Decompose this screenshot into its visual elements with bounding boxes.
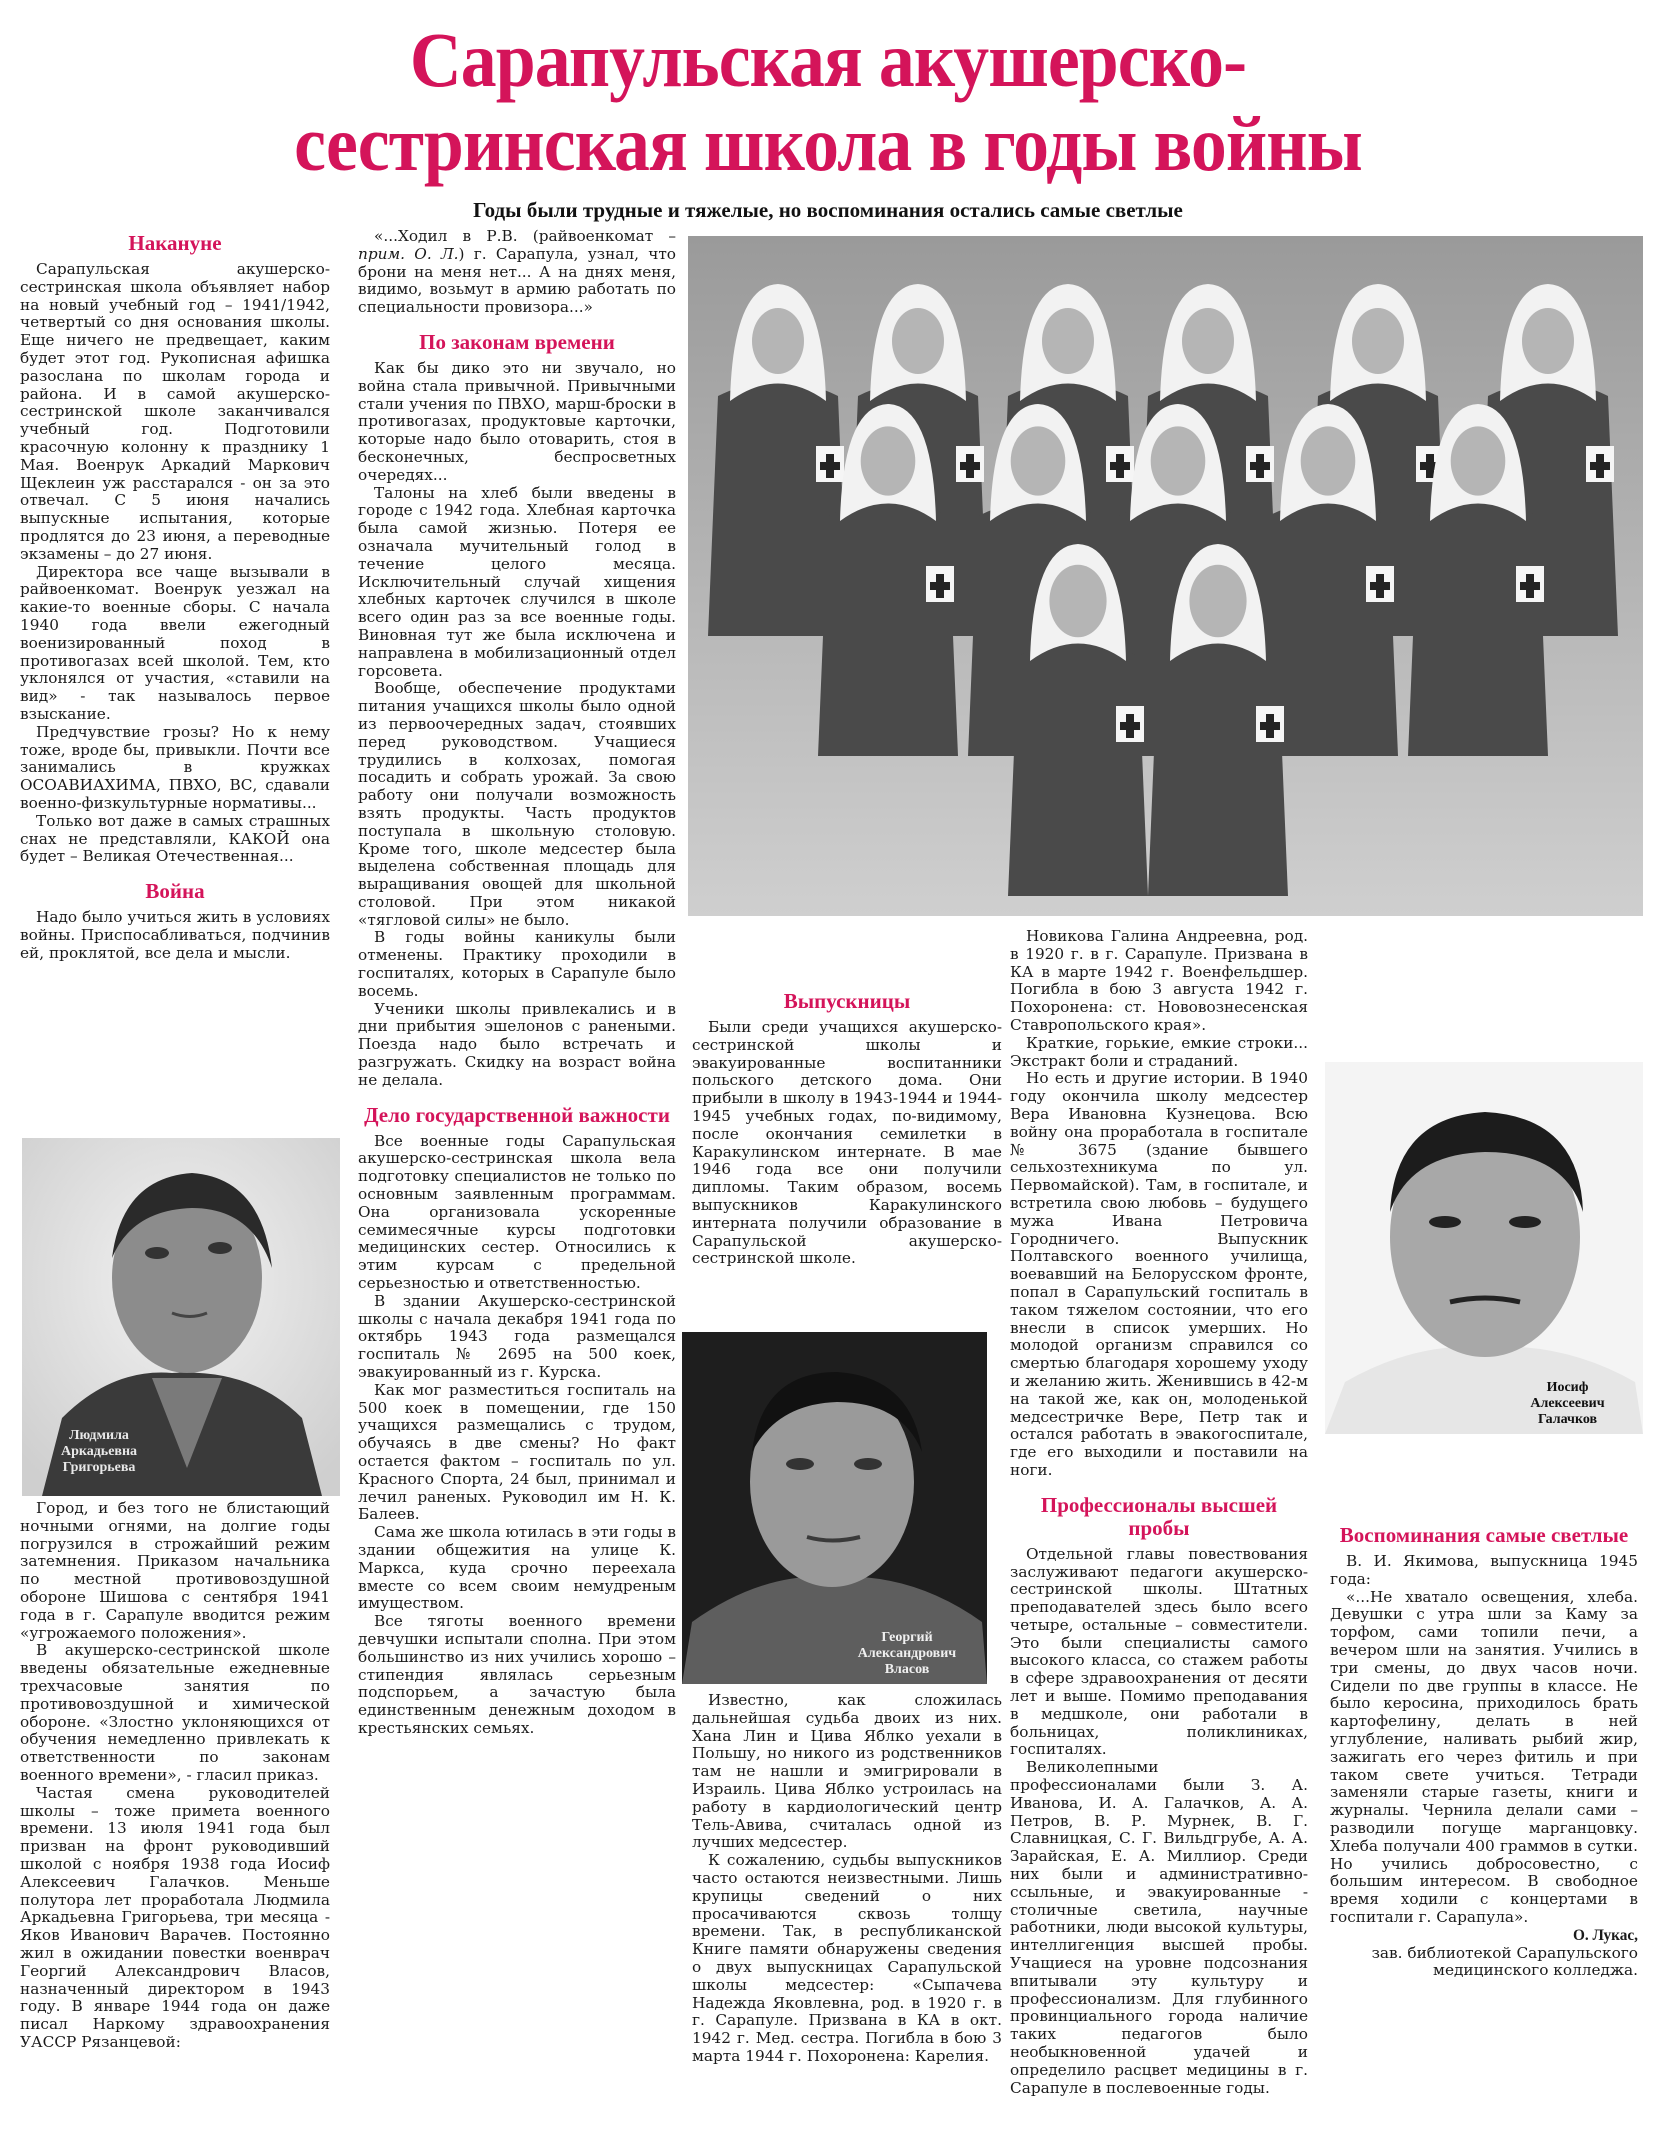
portrait-photo-galachkov — [1325, 1062, 1643, 1434]
paragraph: Ученики школы привлекались и в дни прибытия эшелонов с ранеными. Поезда надо было встречать и разгружать. Скидку на возраст война не делала. — [358, 999, 676, 1089]
paragraph: Но есть и другие истории. В 1940 году окончила школу медсестер Вера Ивановна Кузнецова. Всю войну она проработала в госпитале № 3675 (здание бывшего сельхозтехникума по ул. Первомайской). Там, в госпитале, и встретила свою любовь – будущего мужа Ивана Петровича Городничего. Выпускник Полтавского военного училища, воевавший на Белорусском фронте, попал в Сарапульский госпиталь в таком тяжелом состоянии, что его внесли в список умерших. Но молодой организм справился со смертью благодаря хорошему уходу и желанию жить. Женившись в 42-м на такой же, как он, молоденькой медсестричке Вере, Петр так и остался работать в эвакогоспитале, где его выходили и поставили на ноги. — [1010, 1069, 1308, 1479]
paragraph: Только вот даже в самых страшных снах не представляли, КАКОЙ она будет – Великая Отечественная... — [20, 811, 330, 866]
photo-caption-line: Иосиф — [1546, 1380, 1589, 1395]
paragraph: Известно, как сложилась дальнейшая судьба двоих из них. Хана Лин и Цива Яблко уехали в Польшу, но никого из родственников там не нашли и эмигрировали в Израиль. Цива Яблко устроилась на работу в кардиологический центр Тель-Авива, считалась одной из лучших медсестер. — [692, 1692, 1002, 1852]
column-4 — [1010, 928, 1308, 2123]
paragraph: Отдельной главы повествования заслуживают педагоги акушерско-сестринской школы. Штатных преподавателей здесь было всего четыре, остальные – совместители. Это были специалисты самого высокого класса, со стажем работы в сфере здравоохранения от десяти лет и выше. Помимо преподавания в медшколе, они работали в больницах, поликлиниках, госпиталях. — [1010, 1544, 1308, 1759]
paragraph: Предчувствие грозы? Но к нему тоже, вроде бы, привыкли. Почти все занимались в кружках ОСОАВИАХИМА, ПВХО, ВС, сдавали военно-физкультурные нормативы... — [20, 722, 330, 812]
group-photo-image — [688, 236, 1643, 916]
column-2 — [358, 228, 676, 2123]
group-photo-nurses — [688, 236, 1643, 916]
photo-caption-line: Людмила — [69, 1428, 129, 1443]
heading-nakanune: Накануне — [128, 231, 222, 255]
paragraph: Как мог разместиться госпиталь на 500 коек в помещении, где 150 учащихся размещались с трудом, обучаясь в две смены? Но факт остается фактом – госпиталь по ул. Красного Спорта, 24 был, принимал и лечил раненых. Руководил им Н. К. Балеев. — [358, 1380, 676, 1524]
portrait-photo-vlasov — [682, 1332, 987, 1684]
heading-po-zakonam-vremeni: По законам времени — [419, 329, 615, 354]
author-role: зав. библиотекой Сарапульского — [1371, 1943, 1638, 1962]
portrait-image — [1325, 1062, 1643, 1434]
title-line-2: сестринская школа в годы войны — [294, 100, 1362, 187]
column-5 — [1330, 1440, 1638, 2125]
heading-professionaly-vysshey-proby: Профессионалы высшей пробы — [1040, 1492, 1278, 1540]
paragraph: В здании Акушерско-сестринской школы с начала декабря 1941 года по октябрь 1943 года размещался госпиталь № 2695 на 500 коек, эвакуированный из г. Курска. — [358, 1291, 676, 1382]
column-3 — [692, 928, 1002, 1328]
heading-voina: Война — [145, 879, 205, 904]
paragraph-quote: «...Ходил в Р.В. (райвоенкомат – прим. О. Л.) г. Сарапула, узнал, что брони на меня нет... А на днях меня, видимо, возьмут в армию работать по специальности провизора...» — [358, 228, 676, 317]
heading-vypusknitsy: Выпускницы — [783, 989, 911, 1013]
paragraph: Как бы дико это ни звучало, но война стала привычной. Привычными стали учения по ПВХО, марш-броски в противогазах, продуктовые карточки, которые надо было отоварить, стоя в бесконечных, беспросветных очередях... — [358, 358, 676, 484]
paragraph: В. И. Якимова, выпускница 1945 года: — [1330, 1552, 1638, 1588]
photo-caption-line: Аркадьевна — [60, 1444, 138, 1459]
photo-caption-line: Георгий — [881, 1630, 933, 1645]
paragraph: «...Не хватало освещения, хлеба. Девушки с утра шли за Каму за торфом, сами топили печи, а вечером шли на занятия. Учились в три смены, до двух часов ночи. Сидели по две группы в классе. Не было керосина, приходилось брать картофелину, делать в ней углубление, наливать рыбий жир, зажигать его через фитиль и при таком свете учиться. Тетради заменяли старые газеты, книги и журналы. Чернила делали сами – разводили погуще марганцовку. Хлеба получали 400 граммов в сутки. Но учились добросовестно, с большим интересом. В свободное время ходили с концертами в госпитали г. Сарапула». — [1330, 1587, 1638, 1926]
photo-caption-line: Алексеевич — [1530, 1396, 1605, 1411]
column-3-bottom — [692, 1692, 1002, 2122]
heading-delo-gosudarstvennoy-vazhnosti: Дело государственной важности — [364, 1102, 670, 1127]
paragraph: К сожалению, судьбы выпускников часто остаются неизвестными. Лишь крупицы сведений о них просачиваются сквозь толщу времени. Так, в республиканской Книге памяти обнаружены сведения о двух выпускницах Сарапульской школы медсестер: «Сыпачева Надежда Яковлевна, род. в 1920 г. в г. Сарапуле. Призвана в КА в окт. 1942 г. Мед. сестра. Погибла в бою 3 марта 1944 г. Похоронена: Карелия. — [692, 1851, 1002, 2065]
paragraph: В акушерско-сестринской школе введены обязательные ежедневные трехчасовые занятия по противовоздушной и химической обороне. «Злостно уклоняющихся от обучения немедленно привлекать к ответственности по законам военного времени», - гласил приказ. — [20, 1641, 330, 1784]
paragraph: Новикова Галина Андреевна, род. в 1920 г. в г. Сарапуле. Призвана в КА в марте 1942 г. Военфельдшер. Погибла в бою 3 августа 1942 г. Похоронена: ст. Нововознесенская Ставропольского края». — [1010, 928, 1308, 1034]
paragraph: Частая смена руководителей школы – тоже примета военного времени. 13 июля 1941 года был призван на фронт руководивший школой с ноября 1938 года Иосиф Алексеевич Галачков. Меньше полутора лет проработала Людмила Аркадьевна Григорьева, три месяца - Яков Иванович Варачев. Постоянно жил в ожидании повестки военврач Георгий Александрович Власов, назначенный директором в 1943 году. В январе 1944 года он даже писал Наркому здравоохранения УАССР Рязанцевой: — [20, 1783, 330, 2051]
portrait-photo-grigorieva — [22, 1138, 340, 1496]
paragraph: В годы войны каникулы были отменены. Практику проходили в госпиталях, которых в Сарапуле было восемь. — [358, 928, 676, 1000]
paragraph: Город, и без того не блистающий ночными огнями, на долгие годы погрузился в строжайший режим затемнения. Приказом начальника по местной противовоздушной обороне Шишова с сентября 1941 года в г. Сарапуле вводится режим «угрожаемого положения». — [20, 1500, 330, 1642]
photo-caption-line: Галачков — [1537, 1412, 1598, 1427]
photo-caption-line: Власов — [884, 1662, 930, 1677]
paragraph: Были среди учащихся акушерско-сестринской школы и эвакуированные воспитанники польского детского дома. Они прибыли в школу в 1943-1944 и 1944-1945 учебных годах, по-видимому, после окончания семилетки в Каракулинском интернате. В мае 1946 года все они получили дипломы. Таким образом, восемь выпускников Каракулинского интерната получили образование в Сарапульской акушерско-сестринской школе. — [692, 1018, 1002, 1268]
paragraph: Вообще, обеспечение продуктами питания учащихся школы было одной из первоочередных задач, стоявших перед руководством. Учащиеся трудились в колхозах, помогая посадить и собрать урожай. За свою работу они получали возможность взять продукты. Часть продуктов поступала в школьную столовую. Кроме того, школе медсестер была выделена собственная площадь для выращивания овощей для школьной столовой. При этом никакой «тягловой силы» не было. — [358, 679, 676, 929]
paragraph: Сарапульская акушерско-сестринская школа объявляет набор на новый учебный год – 1941/1942, четвертый со дня основания школы. Еще ничего не предвещает, каким будет этот год. Рукописная афишка разослана по школам города и района. И в самой акушерско-сестринской школе заканчивался учебный год. Подготовили красочную колонну к празднику 1 Мая. Военрук Аркадий Маркович Щеклеин уж расстарался - он за это отвечал. С 5 июня начались выпускные испытания, которые продлятся до 23 июня, а переводные экзамены – до 27 июня. — [20, 260, 330, 563]
author-signature: О. Лукас, — [1572, 1926, 1638, 1944]
author-role: медицинского колледжа. — [1433, 1961, 1638, 1980]
article-title — [66, 18, 1590, 186]
photo-caption-line: Александрович — [857, 1646, 957, 1661]
heading-vospominaniya-samye-svetlye: Воспоминания самые светлые — [1339, 1523, 1629, 1547]
paragraph: Надо было учиться жить в условиях войны. Приспосабливаться, подчинив ей, проклятой, все дела и мысли. — [20, 908, 330, 962]
paragraph: Сама же школа ютилась в эти годы в здании общежития на улице К. Маркса, куда срочно переехала вместе со всем своим немудреным имуществом. — [358, 1523, 676, 1613]
title-line-1: Сарапульская акушерско- — [409, 16, 1247, 103]
column-1-top — [20, 228, 330, 962]
paragraph: Все тяготы военного времени девчушки испытали сполна. При этом большинство из них учились хорошо – стипендия являлась серьезным подспорьем, а зачастую была единственным денежным доходом в крестьянских семьях. — [358, 1612, 676, 1737]
article-subtitle: Годы были трудные и тяжелые, но воспоминания остались самые светлые — [473, 198, 1183, 222]
paragraph: Талоны на хлеб были введены в городе с 1942 года. Хлебная карточка была самой жизнью. Потеря ее означала мучительный голод в течение целого месяца. Исключительный случай хищения хлебных карточек случился в школе всего один раз за все военные годы. Виновная тут же была исключена и направлена в мобилизационный отдел горсовета. — [358, 483, 676, 680]
photo-caption-line: Григорьева — [62, 1460, 136, 1475]
paragraph: Краткие, горькие, емкие строки... Экстракт боли и страданий. — [1010, 1033, 1308, 1070]
paragraph: Директора все чаще вызывали в райвоенкомат. Военрук уезжал на какие-то военные сборы. С начала 1940 года ввели ежегодный военизированный поход в противогазах всей школой. Тем, кто уклонялся от участия, «ставили на вид» - так называлось первое взыскание. — [20, 562, 330, 723]
paragraph: Все военные годы Сарапульская акушерско-сестринская школа вела подготовку специалистов не только по основным заявленным программам. Она организовала ускоренные семимесячные курсы подготовки медицинских сестер. Относились к этим курсам с предельной серьезностью и ответственностью. — [358, 1131, 676, 1293]
paragraph: Великолепными профессионалами были З. А. Иванова, И. А. Галачков, А. А. Петров, В. Р. Мурнек, В. Г. Славницкая, С. Г. Вильдгрубе, А. А. Зарайская, Е. А. Миллиор. Среди них были и административно-ссыльные, и эвакуированные - столичные светила, научные работники, люди высокой культуры, интеллигенция высшей пробы. Учащиеся на уровне подсознания впитывали эту культуру и профессионализм. Для глубинного провинциального города наличие таких педагогов было необыкновенной удачей и определило расцвет медицины в г. Сарапуле в послевоенные годы. — [1010, 1758, 1308, 2097]
column-1-bottom — [20, 1500, 330, 2120]
